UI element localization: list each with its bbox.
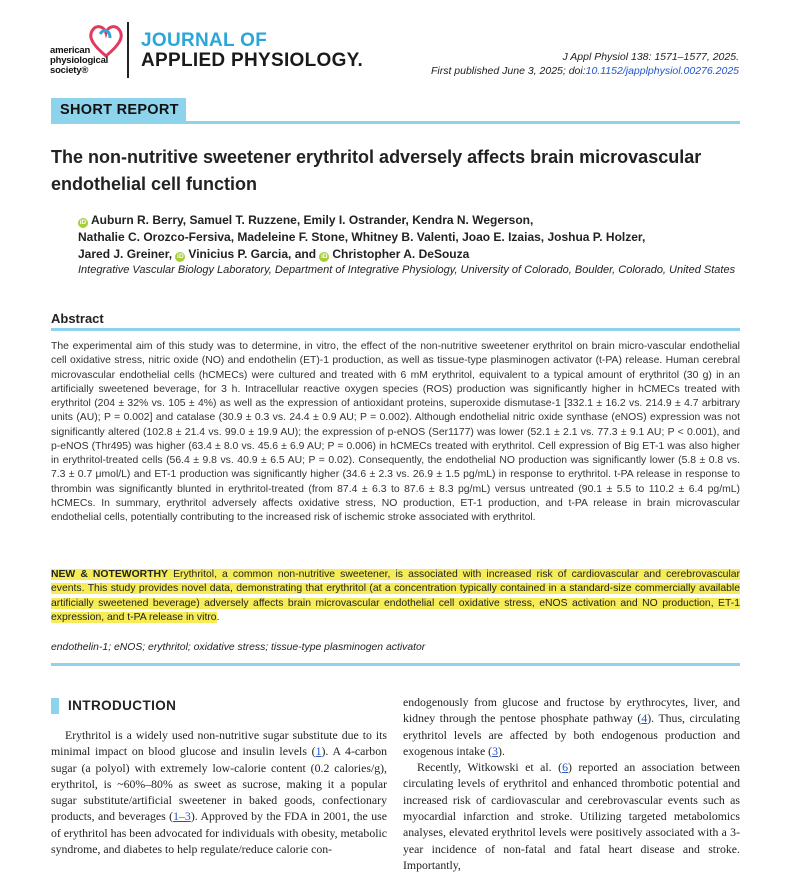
society-logo [50,20,130,80]
reference-link[interactable]: 6 [562,760,568,775]
author-list: iD Auburn R. Berry, Samuel T. Ruzzene, Emily I. Ostrander, Kendra N. Wegerson, Nathalie C. Orozco-Fersiva, Madeleine F. Stone, Whitney B. Valenti, Joao E. Izaias, Joshua P. Holzer, Jared J. Greiner, iD Vinicius P. Garcia, and iD Christopher A. DeSouza [78,213,646,261]
reference-link[interactable]: 4 [641,711,648,726]
keywords: endothelin-1; eNOS; erythritol; oxidative stress; tissue-type plasminogen activator [51,642,426,653]
body-column-right [403,694,740,873]
paragraph: endogenously from glucose and fructose by erythrocytes, liver, and kidney through the pentose phosphate pathway (4). Thus, circulating erythritol levels are affected by both endogenous production and exogenous intake (3). [403,695,740,758]
reference-link[interactable]: 3 [492,743,499,758]
new-noteworthy: NEW & NOTEWORTHY Erythritol, a common non-nutritive sweetener, is associated with increased risk of cardiovascular and cerebrovascular events. This study provides novel data, demonstrating that erythritol (at a concentration typically contained in a standard-size commercially available artificially sweetened beverage) adversely affects brain microvascular endothelial cell oxidative stress, eNOS activation and NO production, ET-1 expression, and t-PA release in vitro. [51,569,741,623]
intro-heading-marker [51,698,59,714]
article-type-label: SHORT REPORT [51,98,186,122]
body-column-left [51,727,387,857]
citation-block [431,50,739,78]
reference-link[interactable]: 1–3 [173,809,191,824]
new-noteworthy-text: Erythritol, a common non-nutritive sweetener, is associated with increased risk of cardiovascular and cerebrovascular events. This study provides novel data, demonstrating that erythritol (at a concentration typically contained in a standard-size commercially available artificially sweetened beverage) adversely affects brain microvascular endothelial cell oxidative stress, eNOS activation and NO production, ET-1 expression, and t-PA release in vitro [51,569,741,623]
abstract-text: The experimental aim of this study was to determine, in vitro, the effect of the non-nutritive sweetener erythritol on brain micro-vascular endothelial cell oxidative stress, nitric oxide (NO) and endothelin (ET)-1 production, as well as tissue-type plasminogen activator (t-PA) release. Human cerebral microvascular endothelial cells (hCMECs) were cultured and treated with 6 mM erythritol, equivalent to a typical amount of erythritol (30 g) in an artificially sweetened beverage, for 3 h. Intracellular reactive oxygen species (ROS) production was significantly higher in hCMECs treated with erythritol (204 ± 32% vs. 105 ± 4%) as well as the expression of antioxidant proteins, superoxide dismutase-1 [332.1 ± 16.2 vs. 214.9 ± 4.7 arbitrary units (AU); P = 0.002] and catalase (30.9 ± 0.3 vs. 24.4 ± 0.9 AU; P = 0.002). Although endothelial nitric oxide synthase (eNOS) expression was not significantly altered (102.8 ± 21.4 vs. 99.0 ± 19.9 AU); the expression of p-eNOS (Ser1177) was lower (52.1 ± 2.1 vs. 77.3 ± 9.1 AU; P < 0.001), and p-eNOS (Thr495) was higher (63.4 ± 8.0 vs. 45.6 ± 6.9 AU; P = 0.006) in hCMECs treated with erythritol. Cell expression of Big ET-1 was also higher in erythritol-treated cells (56.4 ± 9.8 vs. 40.9 ± 6.5 AU; P = 0.02). Consequently, the endothelial NO production was significantly lower (5.8 ± 0.8 vs. 7.3 ± 0.7 μmol/L) and ET-1 production was significantly higher (34.6 ± 2.3 vs. 26.9 ± 1.5 pg/mL) in response to erythritol. t-PA release in response to thrombin was significantly blunted in erythritol-treated (from 87.4 ± 6.3 to 87.6 ± 8.3 pg/mL) versus untreated (90.1 ± 5.5 to 110.2 ± 6.4 pg/mL) hCMECs. In summary, erythritol adversely affects oxidative stress, NO production, ET-1 production, and t-PA release in brain microvascular endothelial cells, potentially contributing to the increased risk of ischemic stroke associated with erythritol. [51,341,740,523]
orcid-icon[interactable]: iD [177,253,184,260]
affiliation: Integrative Vascular Biology Laboratory, Department of Integrative Physiology, University of Colorado, Boulder, Colorado, United States [78,264,736,276]
header-divider [127,22,129,78]
doi-link[interactable]: 10.1152/japplphysiol.00276.2025 [585,65,739,77]
orcid-icon[interactable]: iD [79,219,87,226]
orcid-icon[interactable]: iD [321,253,328,260]
reference-link[interactable]: 1 [315,744,322,759]
society-name: american physiological society® [50,45,109,76]
first-published: First published June 3, 2025; doi:10.1152/japplphysiol.00276.2025 [430,65,739,77]
paragraph: Recently, Witkowski et al. (6) reported an association between circulating levels of erythritol and enhanced thrombotic potential and increased risk of cardiovascular and cerebrovascular events such as myocardial infarction and stroke. Utilizing targeted metabolomics analyses, elevated erythritol levels were positively associated with a 3-year incidence of non-fatal and fatal heart disease and stroke. Importantly, [403,760,740,872]
citation: J Appl Physiol 138: 1571–1577, 2025. [562,51,739,63]
paragraph: Erythritol is a widely used non-nutritive sugar substitute due to its minimal impact on blood glucose and insulin levels (1). A 4-carbon sugar (a polyol) with extremely low-calorie content (0.2 calories/g), erythritol, is ~60%–80% as sweet as sucrose, making it a popular sugar substitute/artificial sweetener in baked goods, confectionary products, and beverages (1–3). Approved by the FDA in 2001, the use of erythritol has been advocated for individuals with obesity, metabolic syndrome, and diabetes to help regulate/reduce calorie con- [51,728,388,857]
abstract-heading: Abstract [51,311,104,326]
journal-title-line2: APPLIED PHYSIOLOGY. [141,50,364,71]
introduction-heading: INTRODUCTION [68,698,177,713]
article-title: The non-nutritive sweetener erythritol adversely affects brain microvascular endothelial cell function [51,147,702,194]
keywords-rule [51,663,740,666]
new-noteworthy-label: NEW & NOTEWORTHY [51,569,168,580]
abstract-rule [51,328,740,331]
journal-title-line1: JOURNAL OF [141,30,268,51]
article-type-rule [51,121,740,124]
